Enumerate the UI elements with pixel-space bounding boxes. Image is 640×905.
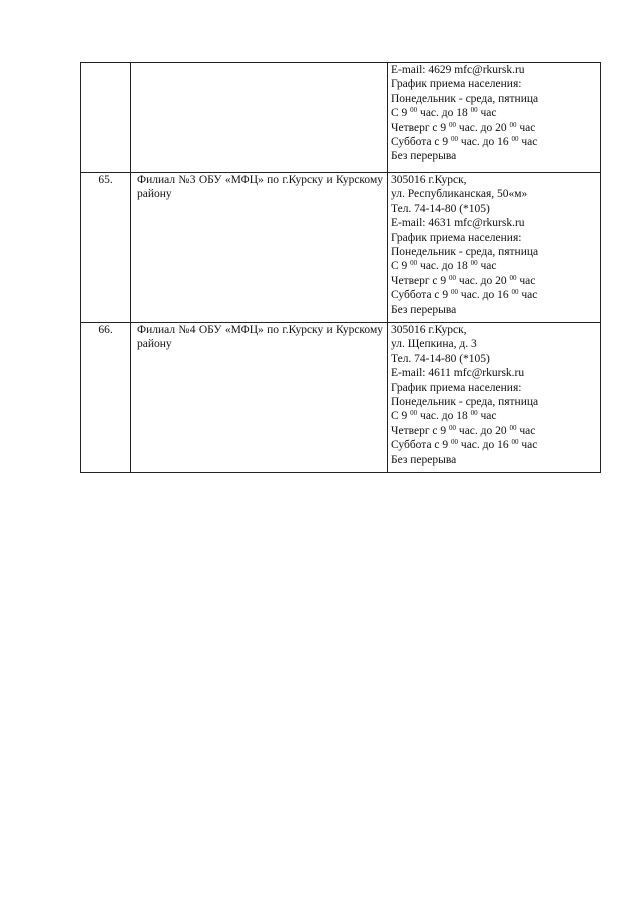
offices-table — [80, 62, 601, 473]
schedule-saturday-hours: Суббота с 9 $^{00}$ час. до 16 $^{00}$ час — [391, 135, 538, 149]
row-number — [81, 63, 131, 173]
schedule-weekday-hours: С 9 $^{00}$ час. до 18 $^{00}$ час — [391, 409, 497, 423]
schedule-days: Понедельник - среда, пятница — [391, 396, 539, 409]
office-name: Филиал №3 ОБУ «МФЦ» по г.Курску и Курскому району — [131, 173, 388, 323]
schedule-saturday-hours: Суббота с 9 $^{00}$ час. до 16 $^{00}$ час — [391, 288, 538, 302]
table-row — [81, 173, 601, 323]
office-contacts — [388, 173, 601, 323]
schedule-title: График приема населения: — [391, 78, 522, 91]
office-email: E-mail: 4629 mfc@rkursk.ru — [391, 64, 525, 76]
schedule-break: Без перерыва — [391, 453, 457, 466]
office-email: E-mail: 4631 mfc@rkursk.ru — [391, 217, 525, 230]
office-phone: Тел. 74-14-80 (*105) — [391, 352, 490, 365]
office-contacts — [388, 63, 601, 173]
row-number: 66. — [81, 323, 131, 473]
office-street: ул. Щепкина, д. 3 — [391, 338, 477, 351]
office-name — [131, 63, 388, 173]
office-name: Филиал №4 ОБУ «МФЦ» по г.Курску и Курскому району — [131, 323, 388, 473]
office-contacts — [388, 323, 601, 473]
schedule-thursday-hours: Четверг с 9 $^{00}$ час. до 20 $^{00}$ час — [391, 120, 536, 134]
row-number: 65. — [81, 173, 131, 323]
schedule-days: Понедельник - среда, пятница — [391, 246, 539, 259]
schedule-break: Без перерыва — [391, 303, 457, 316]
office-email: E-mail: 4611 mfc@rkursk.ru — [391, 367, 525, 380]
schedule-saturday-hours: Суббота с 9 $^{00}$ час. до 16 $^{00}$ час — [391, 438, 538, 452]
schedule-thursday-hours: Четверг с 9 $^{00}$ час. до 20 $^{00}$ час — [391, 273, 536, 287]
office-phone: Тел. 74-14-80 (*105) — [391, 202, 490, 215]
schedule-title: График приема населения: — [391, 381, 522, 394]
table-row — [81, 63, 601, 173]
table-row — [81, 323, 601, 473]
schedule-title: График приема населения: — [391, 231, 522, 244]
office-street: ул. Республиканская, 50«м» — [391, 188, 528, 201]
office-address: 305016 г.Курск, — [391, 324, 467, 336]
schedule-weekday-hours: С 9 $^{00}$ час. до 18 $^{00}$ час — [391, 259, 497, 273]
schedule-thursday-hours: Четверг с 9 $^{00}$ час. до 20 $^{00}$ час — [391, 423, 536, 437]
schedule-days: Понедельник - среда, пятница — [391, 92, 539, 105]
office-address: 305016 г.Курск, — [391, 174, 467, 186]
schedule-break: Без перерыва — [391, 150, 457, 163]
schedule-weekday-hours: С 9 $^{00}$ час. до 18 $^{00}$ час — [391, 106, 497, 120]
